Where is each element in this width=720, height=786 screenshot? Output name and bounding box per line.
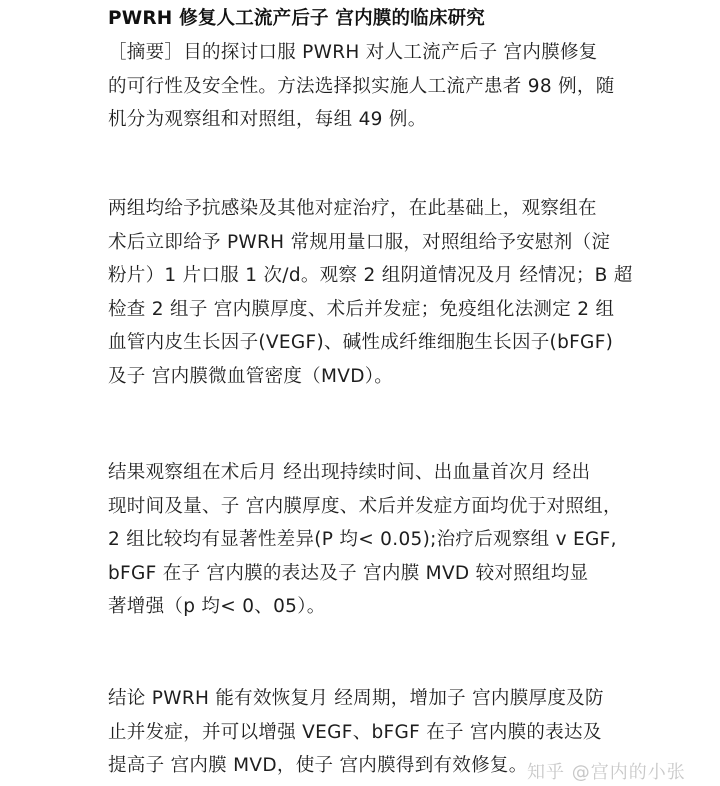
- method-line: 粉片）1 片口服 1 次/d。观察 2 组阴道情况及月 经情况；B 超: [108, 265, 633, 286]
- method-line: 两组均给予抗感染及其他对症治疗，在此基础上，观察组在: [108, 198, 597, 219]
- method-line: 及子 宫内膜微血管密度（MVD）。: [108, 365, 394, 387]
- conclusion-line: 止并发症，并可以增强 VEGF、bFGF 在子 宫内膜的表达及: [108, 721, 602, 743]
- abstract-line: 机分为观察组和对照组，每组 49 例。: [108, 109, 427, 130]
- abstract-line: 的可行性及安全性。方法选择拟实施人工流产患者 98 例，随: [108, 75, 615, 97]
- results-line: 现时间及量、子 宫内膜厚度、术后并发症方面均优于对照组，: [108, 495, 622, 517]
- watermark-text: 知乎 @宫内的小张: [527, 762, 686, 783]
- method-line: 血管内皮生长因子(VEGF)、碱性成纤维细胞生长因子(bFGF): [108, 332, 614, 353]
- abstract-line: ［摘要］目的探讨口服 PWRH 对人工流产后子 宫内膜修复: [108, 42, 598, 63]
- results-line: bFGF 在子 宫内膜的表达及子 宫内膜 MVD 较对照组均显: [108, 562, 589, 584]
- abstract-paragraph: [108, 36, 618, 137]
- results-line: 结果观察组在术后月 经出现持续时间、出血量首次月 经出: [108, 462, 591, 483]
- results-line: 著增强（p 均< 0、05）。: [108, 596, 326, 617]
- method-paragraph: [108, 192, 633, 393]
- method-line: 术后立即给予 PWRH 常规用量口服，对照组给予安慰剂（淀: [108, 231, 611, 253]
- conclusion-line: 提高子 宫内膜 MVD，使子 宫内膜得到有效修复。: [108, 755, 528, 776]
- article-title: PWRH 修复人工流产后子 宫内膜的临床研究: [108, 8, 485, 29]
- method-line: 检查 2 组子 宫内膜厚度、术后并发症；免疫组化法测定 2 组: [108, 298, 615, 320]
- results-paragraph: [108, 456, 622, 624]
- results-line: 2 组比较均有显著性差异(P 均< 0.05);治疗后观察组 v EGF,: [108, 529, 617, 550]
- conclusion-line: 结论 PWRH 能有效恢复月 经周期，增加子 宫内膜厚度及防: [108, 688, 604, 709]
